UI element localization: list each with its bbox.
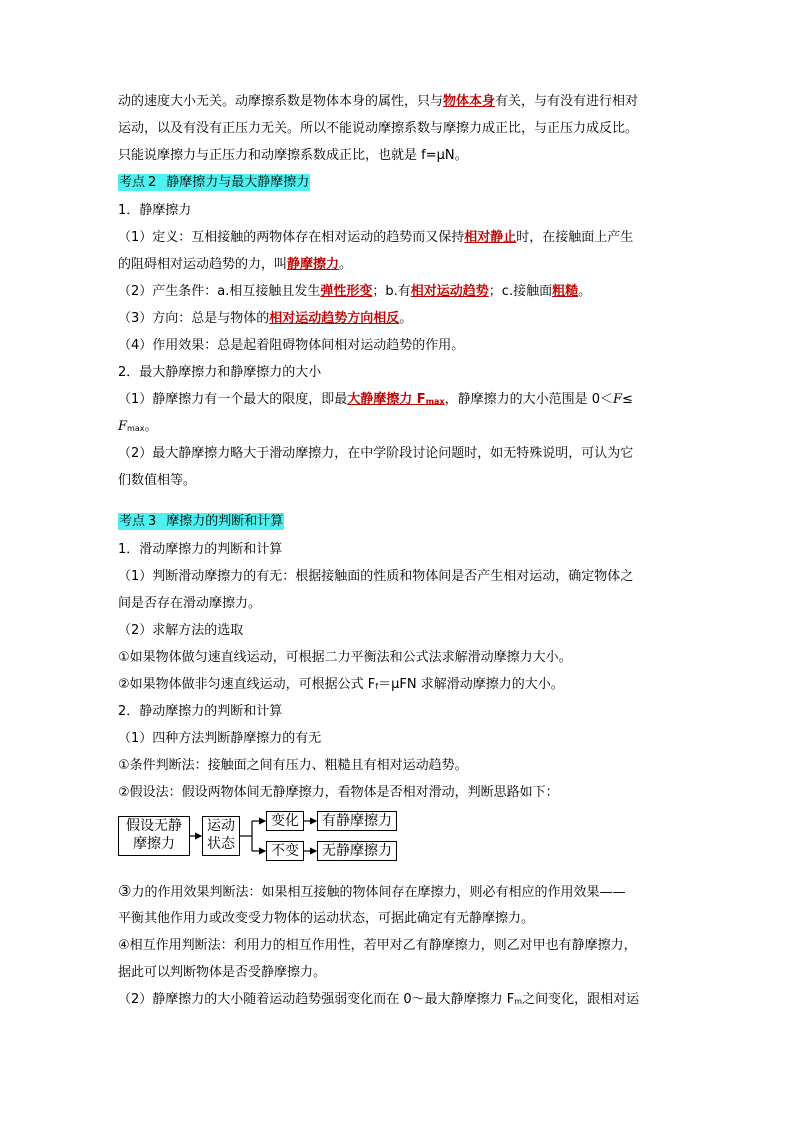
paragraph-line: 平衡其他作用力或改变受力物体的运动状态，可据此确定有无静摩擦力。: [118, 911, 535, 926]
subheading: 2．最大静摩擦力和静摩擦力的大小: [118, 365, 322, 380]
paragraph-line: （1）定义：互相接触的两物体存在相对运动的趋势而又保持相对静止时，在接触面上产生: [118, 230, 634, 245]
subheading: 2．静动摩擦力的判断和计算: [118, 704, 283, 719]
paragraph-line: （1）四种方法判断静摩擦力的有无: [118, 731, 322, 746]
paragraph-line: ②如果物体做非匀速直线运动，可根据公式 Ff＝μFN 求解滑动摩擦力的大小。: [118, 677, 564, 692]
flow-box-assume: 假设无静 摩擦力: [118, 816, 190, 856]
section-heading-kaodian-3: [118, 508, 678, 536]
key-term: 静摩擦力: [287, 257, 340, 272]
flow-box-change: 变化: [266, 811, 304, 831]
reasoning-flowchart: [118, 810, 678, 872]
paragraph-line: ①如果物体做匀速直线运动，可根据二力平衡法和公式法求解滑动摩擦力大小。: [118, 650, 572, 665]
text: 动的速度大小无关。动摩擦系数是物体本身的属性，只与: [118, 94, 444, 109]
key-term: 大静摩擦力 Fmax: [347, 392, 445, 407]
paragraph-line: ①条件判断法：接触面之间有压力、粗糙且有相对运动趋势。: [118, 758, 468, 773]
paragraph-line: [118, 88, 678, 115]
section-heading-highlight: 考点 2 静摩擦力与最大静摩擦力: [119, 175, 310, 190]
paragraph-line: Fmax。: [118, 419, 158, 434]
document-page: [118, 88, 678, 1013]
paragraph-line: 们数值相等。: [118, 473, 197, 488]
paragraph-line: ④相互作用判断法：利用力的相互作用性，若甲对乙有静摩擦力，则乙对甲也有静摩擦力，: [118, 938, 637, 953]
paragraph-line: （4）作用效果：总是起着阻碍物体间相对运动趋势的作用。: [118, 338, 465, 353]
text: 有关，与有没有进行相对: [495, 94, 639, 109]
section-heading-highlight: 考点 3 摩擦力的判断和计算: [119, 514, 284, 529]
paragraph-line: （2）静摩擦力的大小随着运动趋势强弱变化而在 0～最大静摩擦力 Fm之间变化，跟相对运: [118, 992, 640, 1007]
paragraph-line: （2）产生条件：a.相互接触且发生弹性形变；b.有相对运动趋势；c.接触面粗糙。: [118, 284, 592, 299]
paragraph-line: （1）判断滑动摩擦力的有无：根据接触面的性质和物体间是否产生相对运动，确定物体之: [118, 569, 634, 584]
key-term: 相对静止: [464, 230, 517, 245]
flow-box-motion-state: 运动 状态: [202, 816, 240, 856]
key-term: 相对运动趋势方向相反: [269, 311, 400, 326]
key-term: 粗糙: [552, 284, 579, 299]
paragraph-line: 只能说摩擦力与正压力和动摩擦系数成正比，也就是 f=μN。: [118, 148, 468, 163]
paragraph-line: ②假设法：假设两物体间无静摩擦力，看物体是否相对滑动，判断思路如下：: [118, 785, 559, 800]
paragraph-line: （3）方向：总是与物体的相对运动趋势方向相反。: [118, 311, 413, 326]
flow-box-unchanged: 不变: [266, 841, 304, 861]
paragraph-line: （2）求解方法的选取: [118, 623, 244, 638]
paragraph-line: ③力的作用效果判断法：如果相互接触的物体间存在摩擦力，则必有相应的作用效果——: [118, 882, 626, 900]
key-term: 相对运动趋势: [410, 284, 489, 299]
subheading: 1．静摩擦力: [118, 203, 192, 218]
subheading: 1．滑动摩擦力的判断和计算: [118, 542, 283, 557]
paragraph-line: 据此可以判断物体是否受静摩擦力。: [118, 965, 327, 980]
section-heading-kaodian-2: [118, 169, 678, 197]
key-term: 弹性形变: [320, 284, 373, 299]
flow-box-has-static-friction: 有静摩擦力: [317, 811, 397, 831]
flow-arrows: [118, 810, 418, 872]
paragraph-line: （2）最大静摩擦力略大于滑动摩擦力，在中学阶段讨论问题时，如无特殊说明，可认为它: [118, 446, 634, 461]
paragraph-line: 间是否存在滑动摩擦力。: [118, 596, 262, 611]
paragraph-line: （1）静摩擦力有一个最大的限度，即最大静摩擦力 Fmax，静摩擦力的大小范围是 0＜F≤: [118, 392, 633, 407]
paragraph-line: 运动，以及有没有正压力无关。所以不能说动摩擦系数与摩擦力成正比，与正压力成反比。: [118, 121, 639, 136]
flow-box-no-static-friction: 无静摩擦力: [317, 841, 397, 861]
key-term: 物体本身: [443, 94, 496, 109]
paragraph-line: 的阻碍相对运动趋势的力，叫静摩擦力。: [118, 257, 353, 272]
